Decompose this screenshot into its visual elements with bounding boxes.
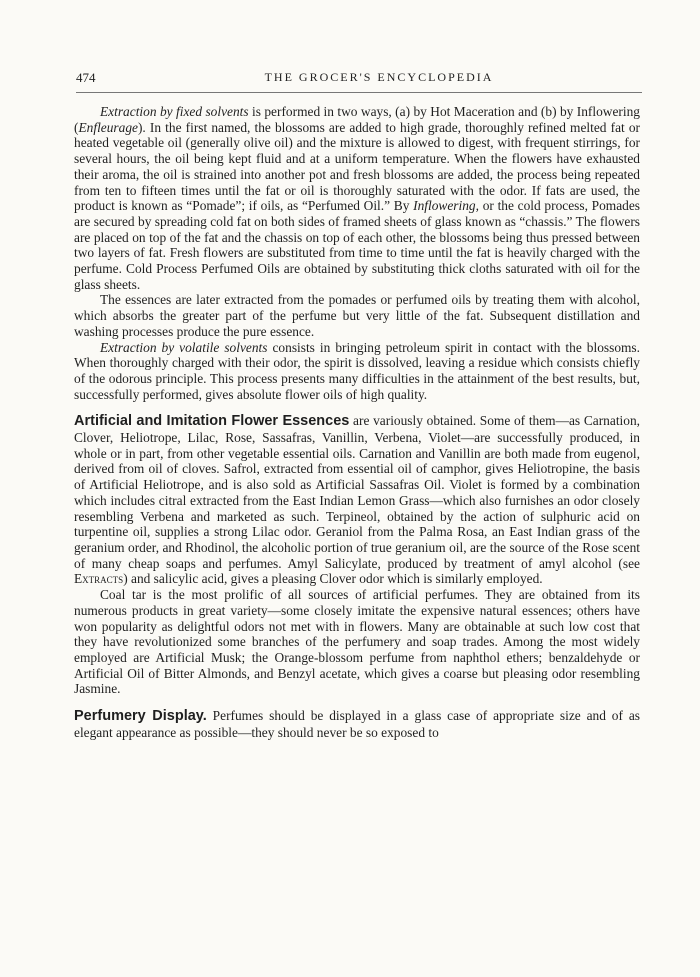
paragraph-text: consists in bringing petroleum spirit in contact with the blossoms. When thoroughly charged with their odor, the spirit is dissolved, leaving a residue which consists chiefly of the odorous principle. This process presents many difficulties in the attainment of the best results, but, successfully performed, gives absolute flower oils of high quality. <box>74 339 640 402</box>
cross-reference: Extracts <box>74 571 124 587</box>
header-rule <box>76 92 642 93</box>
paragraph-text: ) and salicylic acid, gives a pleasing Clover odor which is similarly employed. <box>123 571 543 587</box>
running-header <box>76 70 642 85</box>
lead-italic: Extraction by volatile solvents <box>100 339 268 355</box>
inline-italic: Inflowering, <box>413 198 479 214</box>
paragraph-coal-tar <box>74 587 640 697</box>
paragraph-text: or the cold process, Pomades are secured by spreading cold fat on both sides of framed sheets of glass known as “chassis.” The flowers are placed on top of the fat and the chassis on top of each other, the blossoms being thus pressed between two layers of fat. Fresh flowers are substituted from time to time until the fat is heavily charged with the perfume. Cold Process Perfumed Oils are obtained by substituting thick cloths saturated with oil for the glass sheets. <box>74 198 640 292</box>
entry-artificial-essences <box>74 413 640 587</box>
page-body <box>74 104 640 740</box>
entry-heading: Artificial and Imitation Flower Essences <box>74 413 350 430</box>
paragraph-volatile-solvents <box>74 340 640 403</box>
paragraph-text: Perfumes should be displayed in a glass case of appropriate size and of as elegant appearance as possible—they should never be so exposed to <box>74 708 640 740</box>
running-title: THE GROCER'S ENCYCLOPEDIA <box>264 70 494 84</box>
paragraph-text: is performed in two ways, (a) by Hot Maceration and (b) by Inflowering ( <box>74 104 640 135</box>
paragraph-fixed-solvents <box>74 104 640 292</box>
paragraph-essences-extracted <box>74 292 640 339</box>
entry-perfumery-display <box>74 708 640 740</box>
lead-italic: Extraction by fixed solvents <box>100 104 249 119</box>
paragraph-text: are variously obtained. Some of them—as Carnation, Clover, Heliotrope, Lilac, Rose, Sassafras, Vanillin, Verbena, Violet—are successfully produced, in whole or in part, from other vegetable essential oils. Carnation and Vanillin are both made from eugenol, derived from oil of cloves. Safrol, extracted from essential oil of camphor, gives Heliotropine, the basis of Artificial Heliotrope, and is also sold as Artificial Sassafras Oil. Violet is formed by a combination which includes citral extracted from the East Indian Lemon Grass—which also furnishes an odor closely resembling Verbena and marketed as such. Terpineol, obtained by the action of sulphuric acid on turpentine oil, supplies a strong Lilac odor. Geraniol from the Palma Rosa, an East Indian grass of the geranium order, and Rhodinol, the alcoholic portion of true geranium oil, are the source of the Rose scent of many cheap soaps and perfumes. Amyl Salicylate, produced by treatment of amyl alcohol (see <box>74 413 640 571</box>
entry-heading: Perfumery Display. <box>74 708 207 725</box>
paragraph-text: Coal tar is the most prolific of all sources of artificial perfumes. They are obtained from its numerous products in great variety—some closely imitate the expensive natural essences; others have won popularity as delightful odors not met with in flowers. Many are obtainable at such low cost that they have revolutionized some branches of the perfumery and soap trades. Among the most widely employed are Artificial Musk; the Orange-blossom perfume from naphthol ethers; benzaldehyde or Artificial Oil of Bitter Almonds, and Benzyl acetate, which gives a coarse but pleasing odor resembling Jasmine. <box>74 587 640 697</box>
paragraph-text: The essences are later extracted from the pomades or perfumed oils by treating them with alcohol, which absorbs the greater part of the perfume but very little of the fat. Subsequent distillation and washing processes produce the pure essence. <box>74 292 640 339</box>
page-number: 474 <box>76 70 96 85</box>
paragraph-text: ). In the first named, the blossoms are added to high grade, thoroughly refined melted fat or heated vegetable oil (generally olive oil) and the mixture is allowed to digest, with frequent stirrings, for several hours, the oil being kept fluid and at a uniform temperature. When the flowers have exhausted their aroma, the oil is strained into another pot and fresh blossoms are added, the process being repeated from ten to fifteen times until the fat or oil is thoroughly saturated with the odor. If fats are used, the product is known as “Pomade”; if oils, as “Perfumed Oil.” By <box>74 119 640 214</box>
inline-italic: Enfleurage <box>78 119 138 135</box>
